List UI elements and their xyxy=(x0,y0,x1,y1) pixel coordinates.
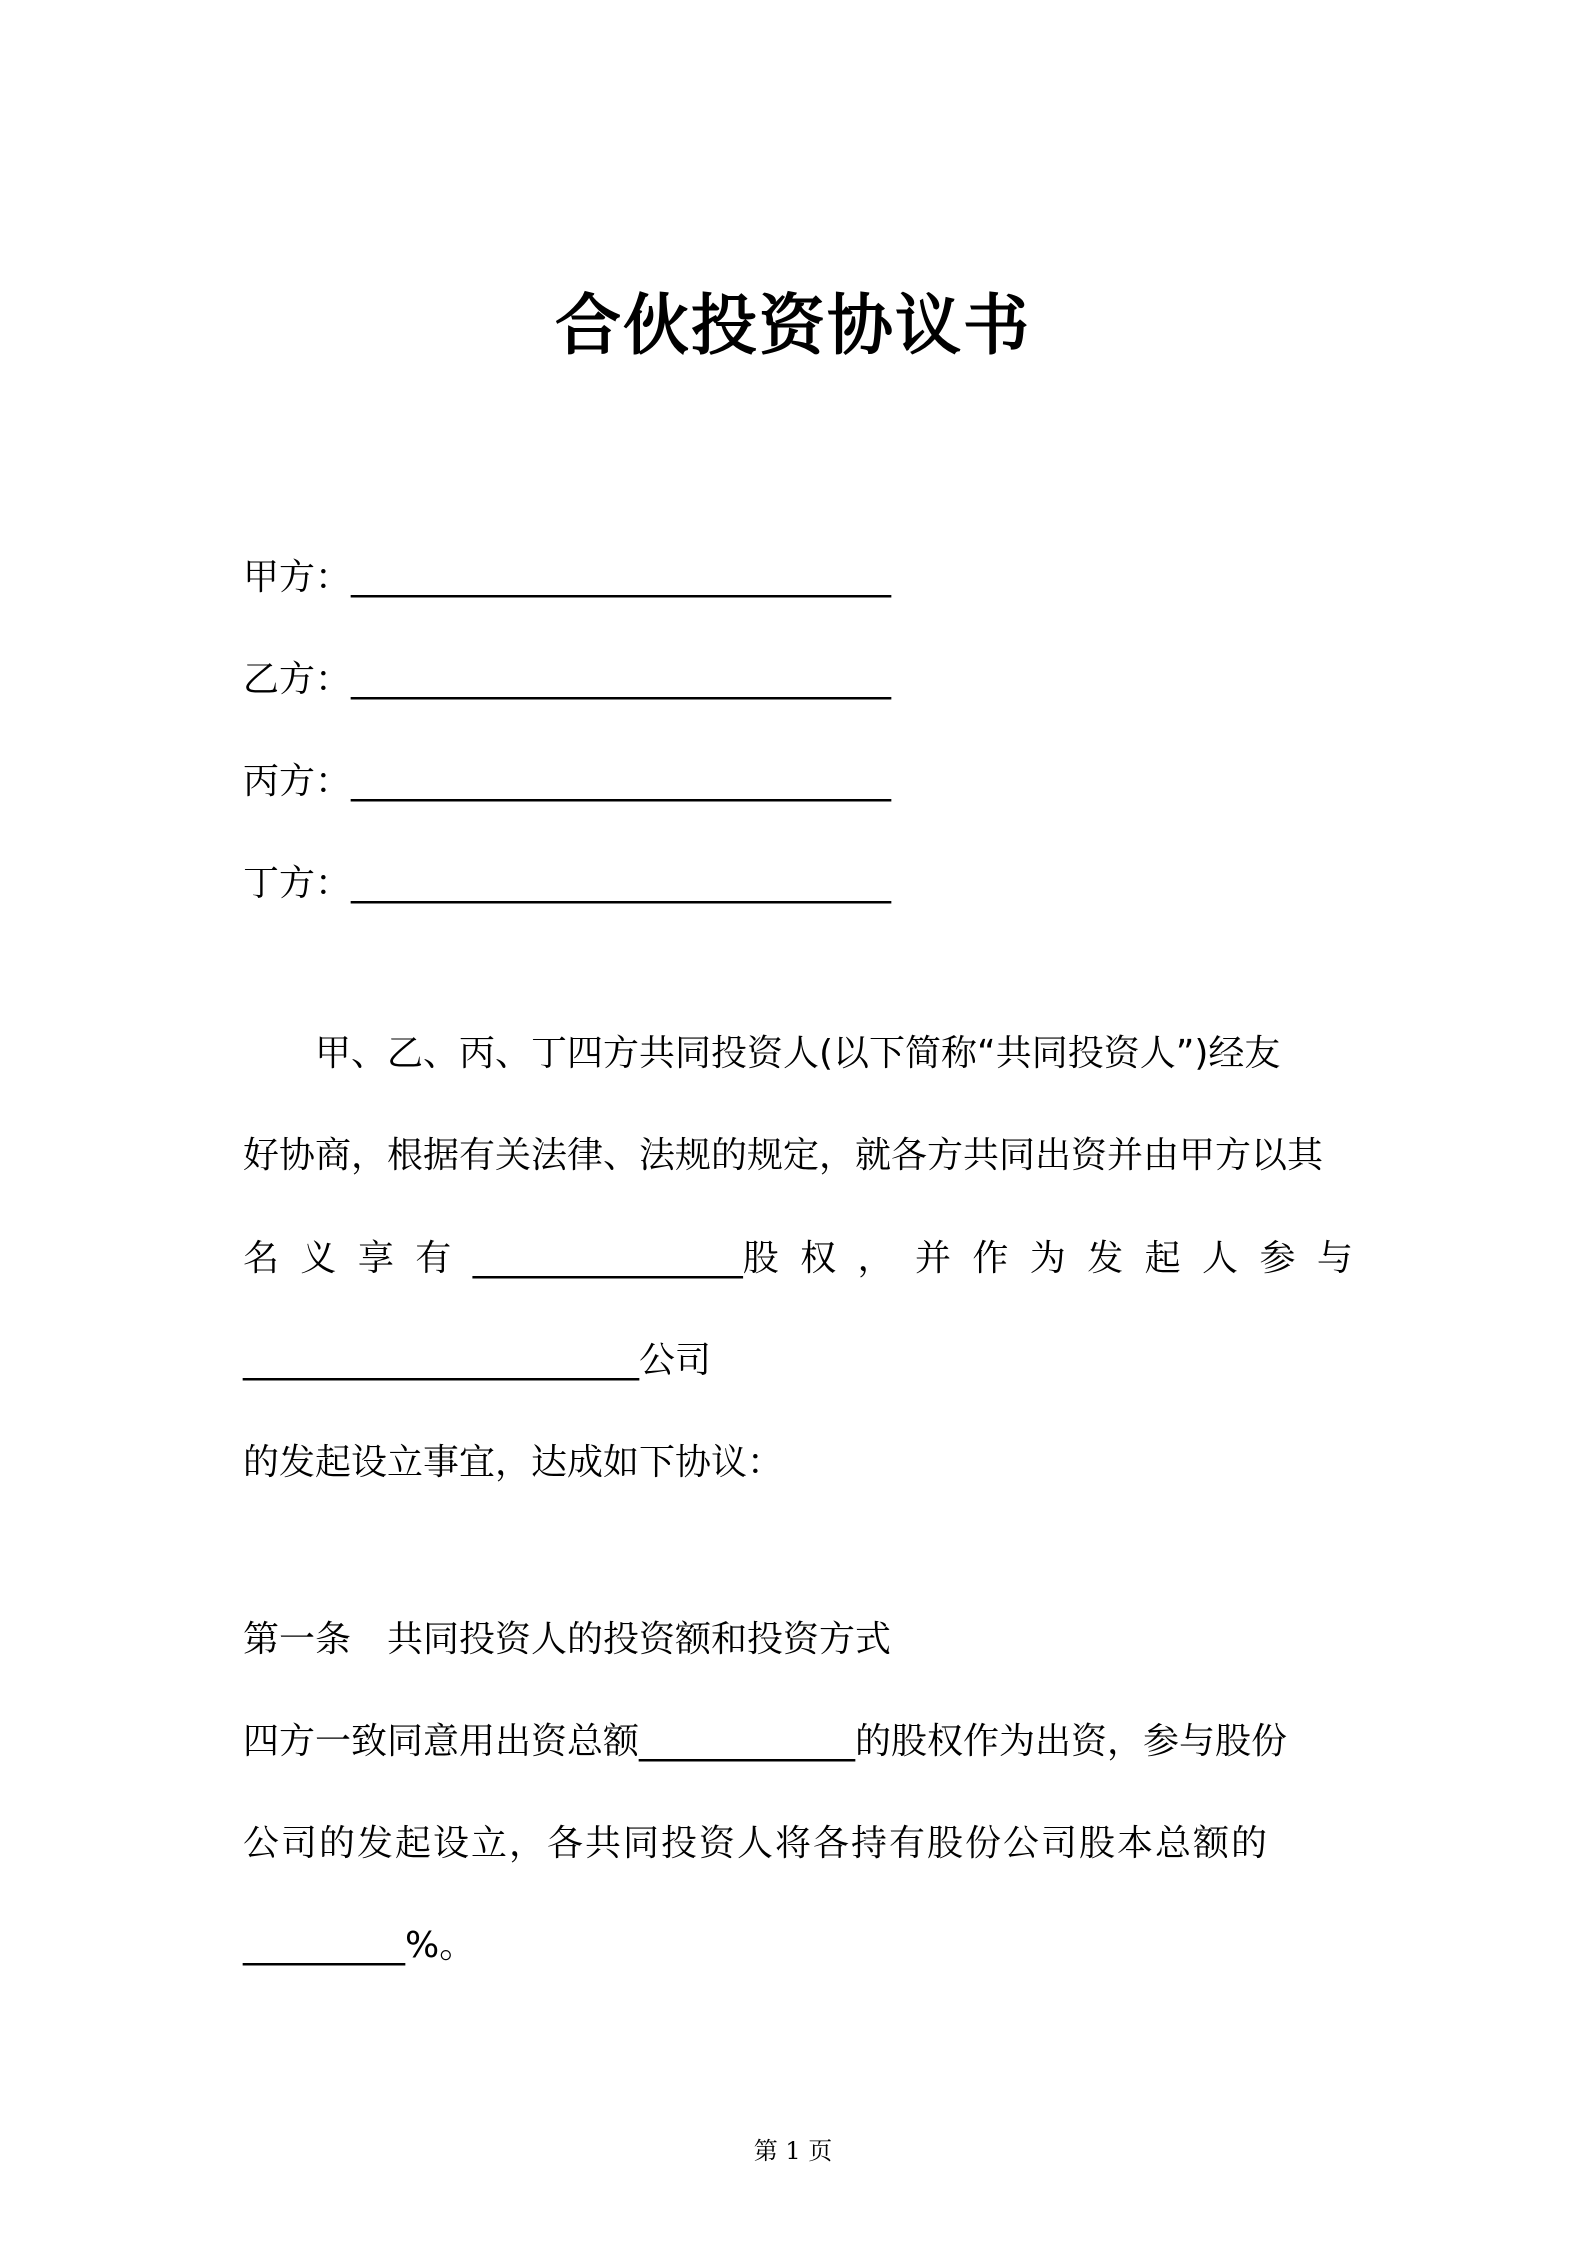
intro-word: 为 xyxy=(1029,1238,1066,1279)
intro-word: 义 xyxy=(300,1238,337,1279)
party-b-blank: ______________________________ xyxy=(351,659,892,700)
intro-word: 名 xyxy=(243,1238,280,1279)
party-a-blank: ______________________________ xyxy=(351,557,892,598)
intro-word: 有 xyxy=(415,1238,452,1279)
article-1-heading xyxy=(243,1619,892,1660)
party-d-label: 丁方： xyxy=(243,863,352,904)
intro-line-3 xyxy=(243,1238,1353,1279)
page-number: 第 1 页 xyxy=(753,2137,833,2165)
article-1-number: 第一条 xyxy=(243,1619,352,1660)
party-a-line xyxy=(243,557,892,598)
document-title: 合伙投资协议书 xyxy=(555,287,1031,364)
party-b-line xyxy=(243,659,892,700)
party-d-line xyxy=(243,863,892,904)
article-1-heading-text: 共同投资人的投资额和投资方式 xyxy=(387,1619,892,1660)
article-1-line-2: 公司的发起设立，各共同投资人将各持有股份公司股本总额的 xyxy=(243,1823,1270,1864)
intro-word: 参 xyxy=(1259,1238,1296,1279)
intro-word: 发 xyxy=(1087,1238,1124,1279)
intro-word: _______________股 xyxy=(472,1238,779,1279)
intro-line-2: 好协商，根据有关法律、法规的规定，就各方共同出资并由甲方以其 xyxy=(243,1135,1324,1176)
article-1-line-3: _________%。 xyxy=(243,1925,476,1966)
article-1-line-1: 四方一致同意用出资总额____________的股权作为出资，参与股份 xyxy=(243,1721,1288,1762)
intro-word: 人 xyxy=(1202,1238,1239,1279)
intro-word: ， xyxy=(857,1238,894,1279)
intro-word: 作 xyxy=(972,1238,1009,1279)
party-d-blank: ______________________________ xyxy=(351,863,892,904)
intro-word: 与 xyxy=(1316,1238,1353,1279)
intro-word: 起 xyxy=(1144,1238,1181,1279)
intro-word: 并 xyxy=(914,1238,951,1279)
intro-line-1: 甲、乙、丙、丁四方共同投资人(以下简称“共同投资人”)经友 xyxy=(315,1033,1281,1074)
intro-line-5: 的发起设立事宜，达成如下协议： xyxy=(243,1442,784,1483)
party-a-label: 甲方： xyxy=(243,557,352,598)
party-c-blank: ______________________________ xyxy=(351,761,892,802)
party-b-label: 乙方： xyxy=(243,659,352,700)
intro-word: 享 xyxy=(357,1238,394,1279)
party-c-line xyxy=(243,761,892,802)
intro-word: 权 xyxy=(800,1238,837,1279)
party-c-label: 丙方： xyxy=(243,761,352,802)
intro-line-4: ______________________公司 xyxy=(243,1340,712,1381)
